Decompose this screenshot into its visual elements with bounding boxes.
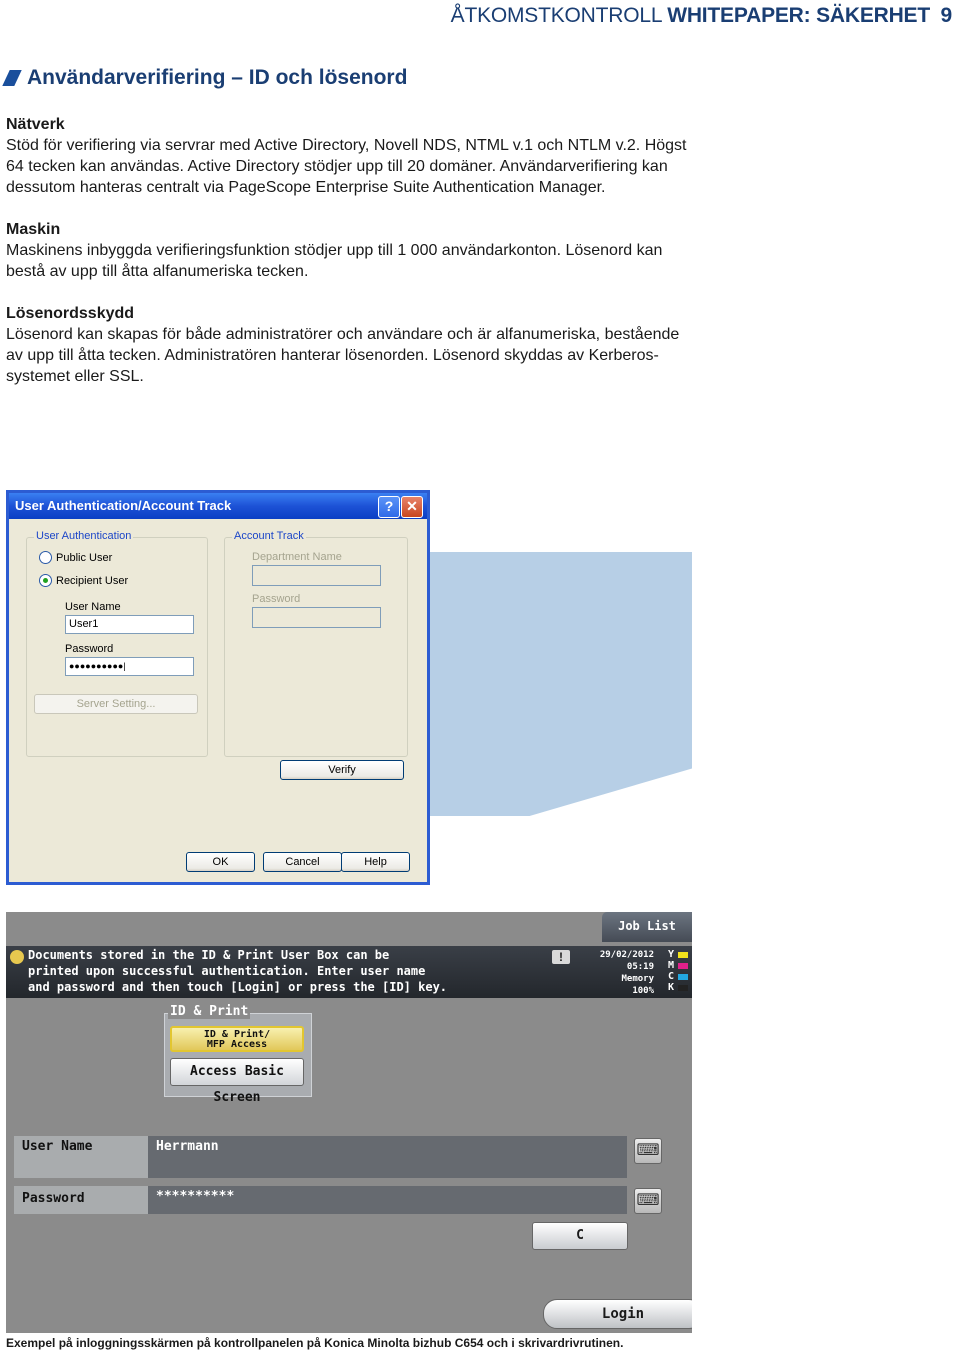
section-title-text: Användarverifiering – ID och lösenord [27,66,408,89]
lightbulb-icon [10,950,24,964]
toner-label: C [667,971,674,982]
message-line: printed upon successful authentication. Enter user name [28,964,426,978]
header-section: ÅTKOMSTKONTROLL [450,4,662,27]
block-losenordsskydd [6,303,696,387]
dialog-title: User Authentication/Account Track [15,498,232,513]
department-name-label: Department Name [252,551,342,563]
department-name-field[interactable] [252,565,381,586]
auth-dialog [6,490,430,885]
radio-selected-icon [39,574,52,587]
ok-button[interactable]: OK [186,852,255,872]
clear-button[interactable]: C [532,1222,628,1250]
radio-icon [39,551,52,564]
block-natverk [6,114,696,198]
toner-bar-cyan [678,974,688,980]
user-name-label: User Name [14,1136,148,1178]
radio-label: Public User [56,551,113,564]
account-password-label: Password [252,593,301,605]
password-label: Password [14,1186,148,1214]
group-label: Account Track [234,530,304,542]
status-date: 29/02/2012 [599,950,654,960]
block-text: Stöd för verifiering via servrar med Active Directory, Novell NDS, NTML v.1 och NTLM v.2. Högst 64 tecken kan användas. Active Directory stödjer upp till 20 domäner. Användarverifiering kan dessutom hanteras centralt via PageScope Enterprise Suite Authentication Manager. [6,137,687,196]
status-memory-label: Memory [621,974,654,984]
toner-labels [668,949,674,993]
message-bar [6,946,692,998]
header-title: WHITEPAPER: SÄKERHET [667,4,930,27]
message-line: and password and then touch [Login] or press the [ID] key. [28,980,448,994]
decorative-blue-panel [430,552,692,816]
verify-button[interactable]: Verify [280,760,404,780]
toner-bar-yellow [678,952,688,958]
account-password-field[interactable] [252,607,381,628]
job-list-tab[interactable]: Job List [602,912,692,942]
cancel-button[interactable]: Cancel [263,852,342,872]
control-panel-screen [6,912,692,1333]
page-header [450,4,952,28]
public-user-radio[interactable] [39,551,112,564]
figure-caption: Exempel på inloggningsskärmen på kontrollpanelen på Konica Minolta bizhub C654 och i skrivardrivrutinen. [6,1336,624,1350]
login-button[interactable]: Login [543,1299,692,1329]
close-icon[interactable]: ✕ [401,496,423,518]
password-field[interactable]: ●●●●●●●●●●| [65,657,194,676]
help-button[interactable]: Help [341,852,410,872]
block-text: Maskinens inbyggda verifieringsfunktion stödjer upp till 1 000 användarkonton. Lösenord kan bestå av upp till åtta alfanumeriska tecken. [6,242,663,280]
user-name-field[interactable]: Herrmann [148,1136,627,1178]
server-setting-button[interactable]: Server Setting... [34,694,198,714]
toner-bar-magenta [678,963,688,969]
status-readout [600,949,654,997]
block-heading: Nätverk [6,116,65,133]
section-marker-icon [2,70,21,86]
password-label: Password [65,643,114,655]
page-number: 9 [940,4,952,27]
recipient-user-radio[interactable] [39,574,128,587]
help-title-button[interactable]: ? [378,496,400,518]
button-line: MFP Access [206,1039,268,1050]
block-heading: Maskin [6,221,61,238]
dialog-title-bar [9,493,427,519]
block-text: Lösenord kan skapas för både administratörer och användare och är alfanumeriska, bestående av upp till åtta tecken. Administratören hanterar lösenorden. Lösenord skyddas av Kerberos-systemet eller SSL. [6,326,680,385]
user-name-field[interactable]: User1 [65,615,194,634]
user-auth-group [26,530,208,757]
status-memory-value: 100% [632,986,654,996]
keyboard-icon[interactable]: ⌨ [634,1188,662,1214]
keyboard-icon[interactable]: ⌨ [634,1138,662,1164]
block-maskin [6,219,696,282]
radio-label: Recipient User [56,574,129,587]
access-basic-screen-button[interactable]: Access Basic Screen [170,1058,304,1086]
toner-bar-black [678,985,688,991]
status-time: 05:19 [626,962,654,972]
password-field[interactable]: ********** [148,1186,627,1214]
group-label: User Authentication [36,530,132,542]
section-title [6,66,407,90]
block-heading: Lösenordsskydd [6,305,135,322]
toner-label: K [667,982,674,993]
toner-label: Y [667,949,674,960]
id-print-label: ID & Print [170,1004,249,1019]
account-track-group [224,530,408,757]
message-line: Documents stored in the ID & Print User Box can be [28,948,390,962]
user-name-label: User Name [65,601,121,613]
warning-icon[interactable]: ! [552,950,570,964]
button-line: ID & Print/ [203,1029,271,1040]
toner-label: M [667,960,674,971]
id-print-mfp-button[interactable] [170,1026,304,1052]
